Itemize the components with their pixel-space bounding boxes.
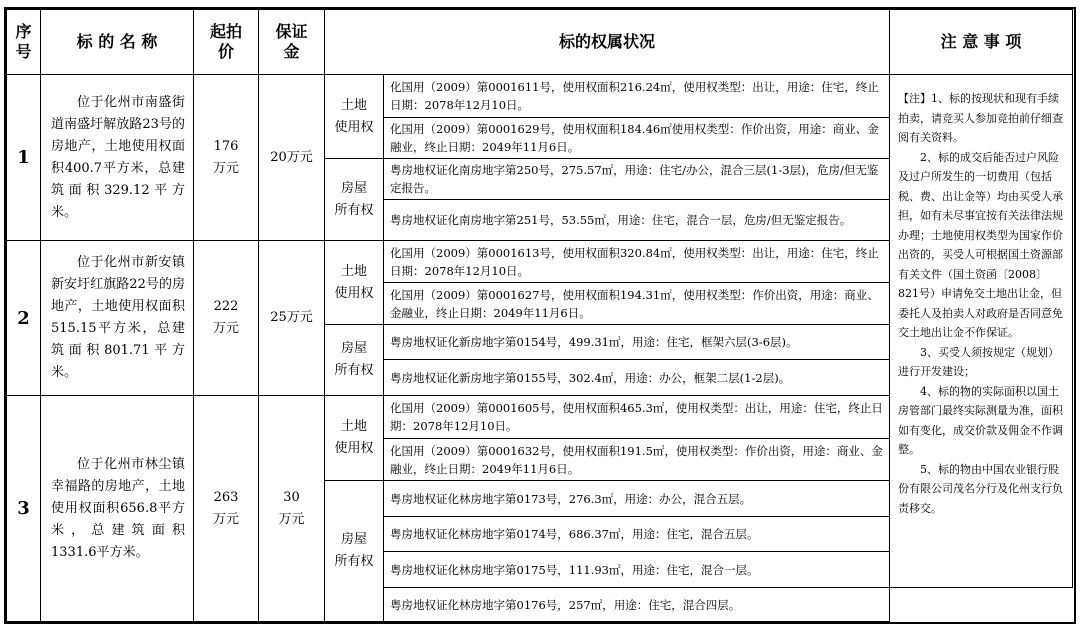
lot-1-row-land-1 (7, 75, 1073, 118)
land-cert: 化国用（2009）第0001605号，使用权面积465.3㎡，使用权类型：出让，用途：住宅，终止日期：2078年12月10日。 (384, 396, 890, 439)
notes-cell (890, 75, 1073, 588)
land-cert: 化国用（2009）第0001611号，使用权面积216.24㎡，使用权类型：出让，用途：住宅，终止日期：2078年12月10日。 (384, 75, 890, 118)
header-seq: 序 号 (7, 10, 41, 75)
header-start-price: 起拍 价 (194, 10, 259, 75)
auction-table (6, 9, 1073, 622)
land-rights-label: 土地 使用权 (325, 241, 384, 325)
land-rights-label: 土地 使用权 (325, 396, 384, 481)
house-cert: 粤房地权证化新房地字第0155号，302.4㎡，用途：办公，框架二层(1-2层)。 (384, 360, 890, 396)
lot-start-price: 176 万元 (194, 75, 259, 241)
header-row (7, 10, 1073, 75)
house-cert: 粤房地权证化南房地字第250号，275.57㎡，用途：住宅/办公，混合三层(1-3层)，危房/但无鉴定报告。 (384, 159, 890, 200)
house-cert: 粤房地权证化新房地字第0154号，499.31㎡，用途：住宅，框架六层(3-6层)。 (384, 325, 890, 360)
lot-description: 位于化州市南盛街道南盛圩解放路23号的房地产，土地使用权面积400.7平方米，总建筑面积329.12平方米。 (41, 75, 194, 241)
header-name: 标 的 名 称 (41, 10, 194, 75)
house-rights-label: 房屋 所有权 (325, 159, 384, 241)
house-cert: 粤房地权证化林房地字第0173号，276.3㎡，用途：办公，混合五层。 (384, 481, 890, 517)
lot-description: 位于化州市林尘镇幸福路的房地产，土地使用权面积656.8平方米，总建筑面积1331.6平方米。 (41, 396, 194, 622)
header-ownership: 标的权属状况 (325, 10, 890, 75)
note-4: 4、标的物的实际面积以国土房管部门最终实际测量为准，面积如有变化，成交价款及佣金不作调整。 (898, 384, 1063, 456)
land-cert: 化国用（2009）第0001629号，使用权面积184.46㎡使用权类型：作价出资，用途：商业、金融业，终止日期：2049年11月6日。 (384, 118, 890, 159)
lot-start-price: 263 万元 (194, 396, 259, 622)
land-rights-label: 土地 使用权 (325, 75, 384, 159)
house-rights-label: 房屋 所有权 (325, 325, 384, 396)
lot-number: 1 (7, 75, 41, 241)
header-deposit: 保证 金 (259, 10, 325, 75)
lot-start-price: 222 万元 (194, 241, 259, 396)
house-cert: 粤房地权证化林房地字第0175号，111.93㎡，用途：住宅，混合一层。 (384, 552, 890, 588)
land-cert: 化国用（2009）第0001632号，使用权面积191.5㎡，使用权类型：作价出资，用途：商业、金融业，终止日期：2049年11月6日。 (384, 439, 890, 481)
note-5: 5、标的物由中国农业银行股份有限公司茂名分行及化州支行负责移交。 (898, 462, 1063, 515)
header-notes: 注 意 事 项 (890, 10, 1073, 75)
lot-description: 位于化州市新安镇新安圩红旗路22号的房地产，土地使用权面积515.15平方米，总建筑面积801.71平方米。 (41, 241, 194, 396)
house-cert: 粤房地权证化南房地字第251号，53.55㎡，用途：住宅，混合一层，危房/但无鉴定报告。 (384, 200, 890, 241)
house-cert: 粤房地权证化林房地字第0174号，686.37㎡，用途：住宅，混合五层。 (384, 517, 890, 552)
house-cert: 粤房地权证化林房地字第0176号，257㎡，用途：住宅，混合四层。 (384, 588, 890, 622)
note-3: 3、买受人须按规定（规划）进行开发建设； (898, 345, 1059, 378)
note-2: 2、标的成交后能否过户风险及过户所发生的一切费用（包括税、费、出让金等）均由买受人承担，如有未尽事宜按有关法律法规办理；土地使用权类型为国家作价出资的，买受人可根据国土资源部有关文件（国土资函〔2008〕821号）申请免交土地出让金，但委托人及拍卖人对政府是否同意免交土地出让金不作保证。 (898, 150, 1063, 339)
lot-deposit: 20万元 (259, 75, 325, 241)
note-1: 【注】1、标的按现状和现有手续拍卖，请竞买人参加竞拍前仔细查阅有关资料。 (898, 92, 1063, 144)
lot-deposit: 25万元 (259, 241, 325, 396)
lot-number: 2 (7, 241, 41, 396)
land-cert: 化国用（2009）第0001613号，使用权面积320.84㎡，使用权类型：出让，用途：住宅，终止日期：2078年12月10日。 (384, 241, 890, 283)
house-rights-label: 房屋 所有权 (325, 481, 384, 622)
lot-deposit: 30 万元 (259, 396, 325, 622)
land-cert: 化国用（2009）第0001627号，使用权面积194.31㎡，使用权类型：作价出资，用途：商业、金融业，终止日期：2049年11月6日。 (384, 283, 890, 325)
lot-number: 3 (7, 396, 41, 622)
